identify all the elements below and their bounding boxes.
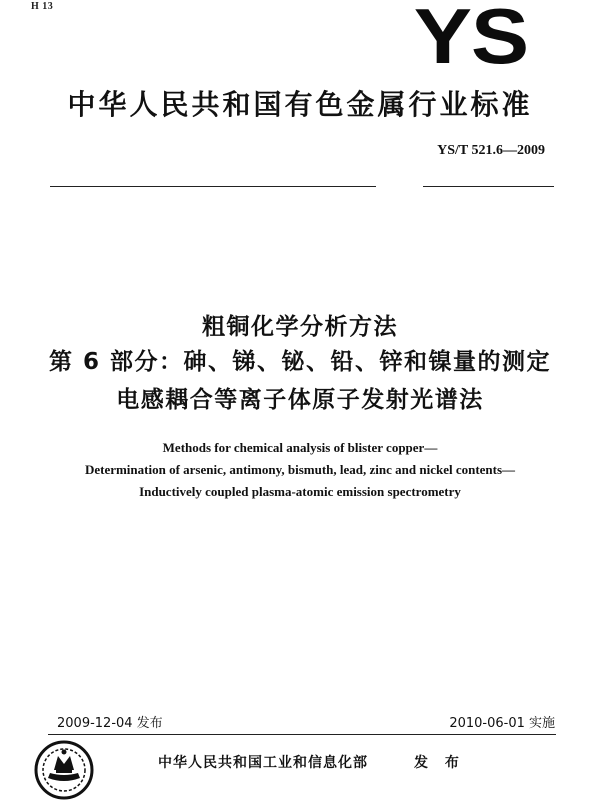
chinese-title-line-1: 粗铜化学分析方法 [202,314,398,340]
english-title-line-2: Determination of arsenic, antimony, bismuth, lead, zinc and nickel contents— [84,462,516,477]
footer-rule [48,734,556,735]
header-rule-right [423,186,554,187]
english-title-line-3: Inductively coupled plasma-atomic emission spectrometry [139,484,461,499]
issuing-authority: 中华人民共和国工业和信息化部 [158,755,368,771]
issue-date: 2009-12-04 发布 [57,716,163,731]
implementation-date: 2010-06-01 实施 [449,716,555,731]
header-rule-left [50,186,376,187]
publish-label: 发 布 [414,755,465,771]
ys-logo: YS [413,0,528,80]
standard-title: 中华人民共和国有色金属行业标准 [67,88,533,121]
chinese-title-line-3: 电感耦合等离子体原子发射光谱法 [116,387,484,413]
english-title-line-1: Methods for chemical analysis of blister copper— [162,440,438,455]
ministry-seal-icon [34,740,94,800]
chinese-title-line-2: 第 6 部分：砷、锑、铋、铅、锌和镍量的测定 [48,349,552,375]
standard-number: YS/T 521.6—2009 [437,143,545,158]
ccs-code: H 13 [31,1,54,12]
